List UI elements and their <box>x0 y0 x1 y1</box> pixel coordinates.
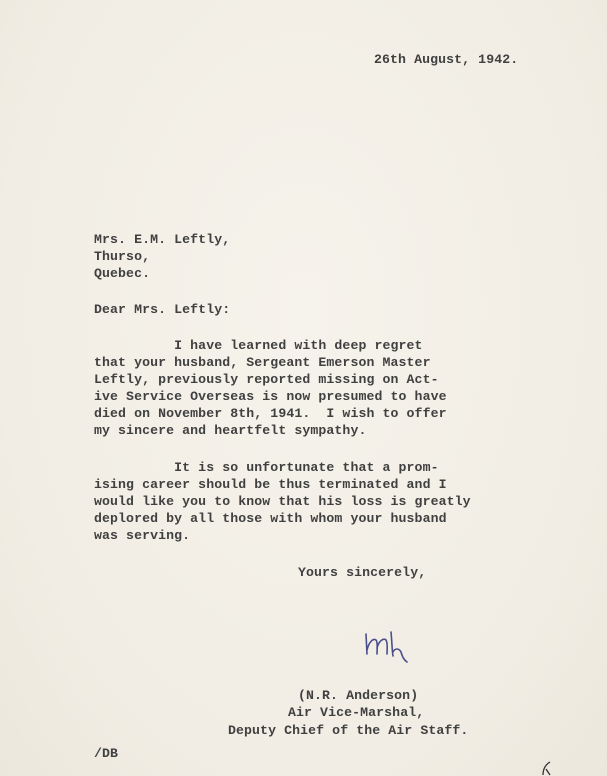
paragraph-line: was serving. <box>94 528 191 543</box>
signature-mark <box>362 628 432 670</box>
recipient-town: Thurso, <box>94 249 151 264</box>
signatory-name: (N.R. Anderson) <box>298 688 419 703</box>
paragraph-line: would like you to know that his loss is greatly <box>94 494 471 509</box>
paragraph-line: deplored by all those with whom your husband <box>94 511 447 526</box>
closing: Yours sincerely, <box>298 565 427 580</box>
paragraph-line: that your husband, Sergeant Emerson Master <box>94 355 431 370</box>
paragraph-line: died on November 8th, 1941. I wish to offer <box>94 406 447 421</box>
letter-date: 26th August, 1942. <box>374 52 519 67</box>
recipient-name: Mrs. E.M. Leftly, <box>94 232 231 247</box>
paragraph-line: It is so unfortunate that a prom- <box>94 460 439 475</box>
page-mark <box>540 760 554 776</box>
salutation: Dear Mrs. Leftly: <box>94 302 231 317</box>
paragraph-line: my sincere and heartfelt sympathy. <box>94 423 367 438</box>
recipient-province: Quebec. <box>94 266 151 281</box>
paragraph-line: I have learned with deep regret <box>94 338 423 353</box>
paragraph-line: ive Service Overseas is now presumed to have <box>94 389 447 404</box>
paragraph-line: Leftly, previously reported missing on Act- <box>94 372 439 387</box>
paragraph-line: ising career should be thus terminated and I <box>94 477 447 492</box>
reference-initials: /DB <box>94 746 119 761</box>
signatory-rank: Air Vice-Marshal, <box>288 705 425 720</box>
signatory-title: Deputy Chief of the Air Staff. <box>228 723 469 738</box>
